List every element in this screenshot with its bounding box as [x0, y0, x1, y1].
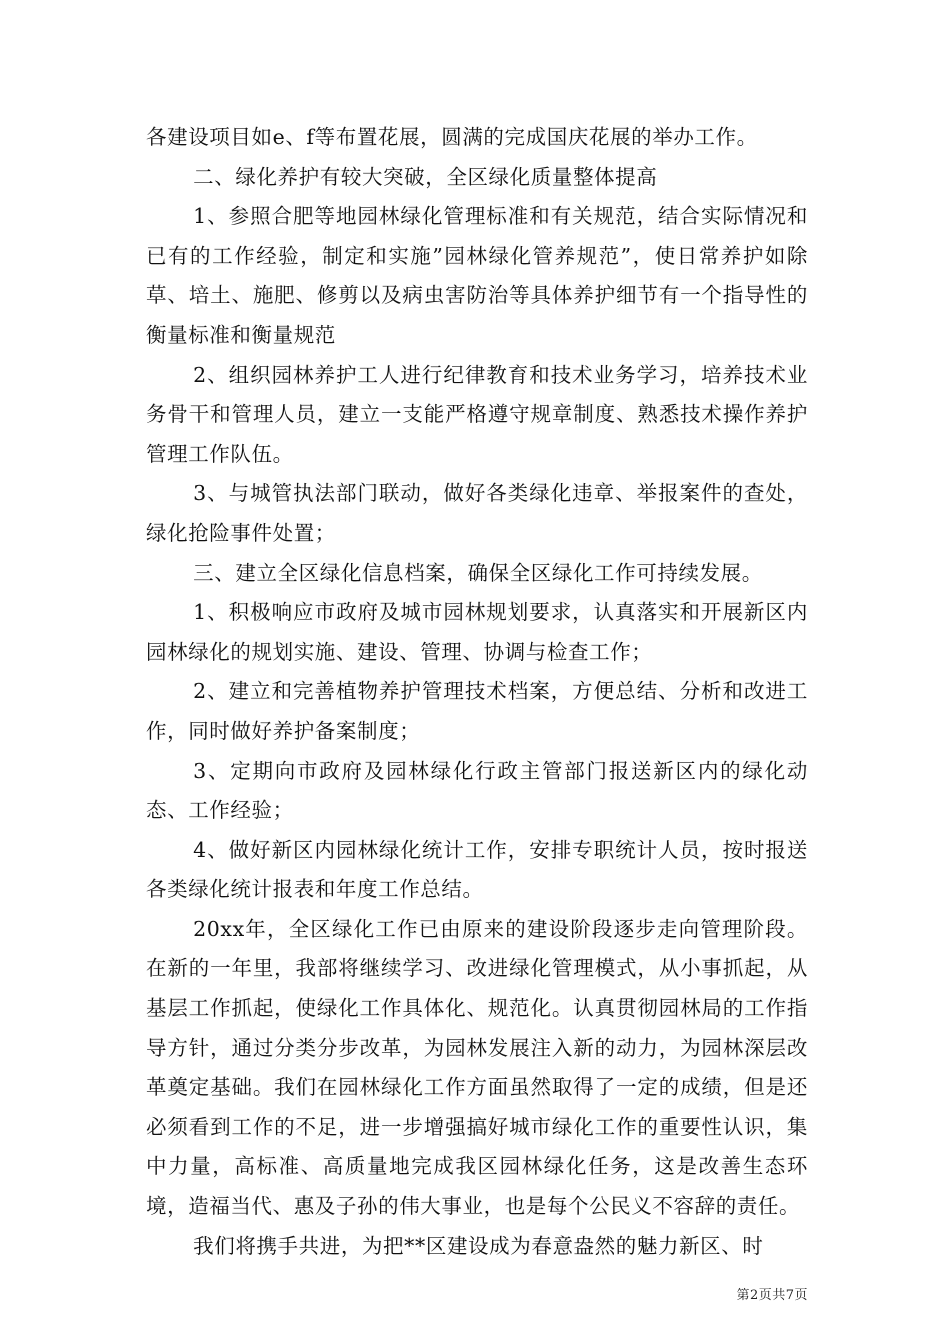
paragraph: 20xx年，全区绿化工作已由原来的建设阶段逐步走向管理阶段。在新的一年里，我部将继续学习、改进绿化管理模式，从小事抓起，从基层工作抓起，使绿化工作具体化、规范化。认真贯彻园林局的工作指导方针，通过分类分步改革，为园林发展注入新的动力，为园林深层改革奠定基础。我们在园林绿化工作方面虽然取得了一定的成绩，但是还必须看到工作的不足，进一步增强搞好城市绿化工作的重要性认识，集中力量，高标准、高质量地完成我区园林绿化任务，这是改善生态环境，造福当代、惠及子孙的伟大事业，也是每个公民义不容辞的责任。: [146, 916, 808, 1219]
paragraph: 各建设项目如e、f等布置花展，圆满的完成国庆花展的举办工作。: [146, 125, 758, 149]
paragraph: 1、参照合肥等地园林绿化管理标准和有关规范，结合实际情况和已有的工作经验，制定和实施”园林绿化管养规范”，使日常养护如除草、培土、施肥、修剪以及病虫害防治等具体养护细节有一个指导性的衡量标准和衡量规范: [146, 204, 808, 347]
paragraph: 我们将携手共进，为把**区建设成为春意盎然的魅力新区、时: [193, 1233, 764, 1258]
paragraph: 3、定期向市政府及园林绿化行政主管部门报送新区内的绿化动态、工作经验；: [146, 758, 808, 823]
paragraph: 2、建立和完善植物养护管理技术档案，方便总结、分析和改进工作，同时做好养护备案制度；: [146, 679, 808, 743]
paragraph: 2、组织园林养护工人进行纪律教育和技术业务学习，培养技术业务骨干和管理人员，建立一支能严格遵守规章制度、熟悉技术操作养护管理工作队伍。: [146, 362, 808, 466]
page-number-footer: 第2页共7页: [736, 1288, 808, 1303]
paragraph: 4、做好新区内园林绿化统计工作，安排专职统计人员，按时报送各类绿化统计报表和年度工作总结。: [146, 837, 808, 902]
section-heading-3: 三、建立全区绿化信息档案，确保全区绿化工作可持续发展。: [193, 560, 763, 585]
section-heading-2: 二、绿化养护有较大突破，全区绿化质量整体提高: [193, 164, 658, 189]
paragraph: 3、与城管执法部门联动，做好各类绿化违章、举报案件的查处，绿化抢险事件处置；: [146, 481, 808, 545]
document-body: [146, 118, 808, 1266]
paragraph: 1、积极响应市政府及城市园林规划要求，认真落实和开展新区内园林绿化的规划实施、建设、管理、协调与检查工作；: [146, 600, 808, 664]
